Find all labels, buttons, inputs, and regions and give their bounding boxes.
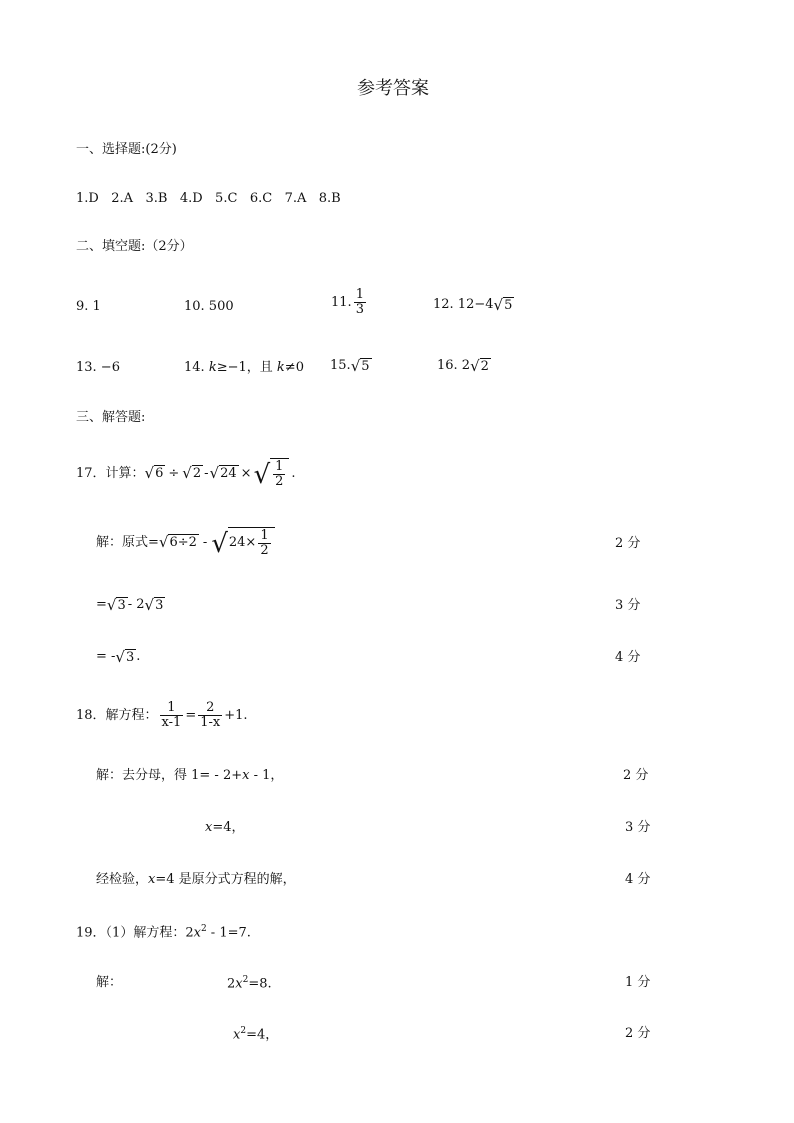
sqrt: √ 3 [115,647,135,666]
text: ≥−1，且 [216,360,277,375]
score-mark: 2 分 [625,1026,651,1041]
fraction [160,701,184,729]
var-k: k [208,360,217,375]
score-mark: 2 分 [623,768,649,783]
exponent: 2 [240,1026,247,1036]
q19-step-2 [233,1027,278,1041]
mc-answer: 3.B [145,191,168,206]
q19-problem [76,925,251,939]
text: =4， [246,1027,279,1043]
radicand: 5 [504,298,513,313]
text: =4 是原分式方程的解， [155,872,296,887]
sqrt: √ 3 [144,595,164,614]
var-x: x [205,820,213,835]
denominator: 2 [260,542,269,558]
q17-step-1 [96,527,275,560]
numerator: 2 [206,700,215,715]
section-heading-choice: 一、选择题:(2分) [76,142,177,157]
fill-answer-16 [437,358,491,374]
score-mark: 1 分 [625,975,651,990]
text: - 1=7. [206,925,251,941]
numerator: 1 [167,700,176,715]
q18-step-1 [96,769,283,782]
text: 经检验， [96,872,149,887]
text: 2 [227,976,236,992]
q19-step-label: 解： [96,975,123,990]
q18-problem [76,701,248,729]
exponent: 2 [200,924,207,934]
sqrt: √ 6÷2 [158,532,197,551]
denominator: 3 [355,301,364,317]
mc-answer: 2.A [111,191,134,206]
fraction [354,288,366,316]
fill-answer-11 [331,288,368,316]
fraction [198,701,222,729]
operator: × [240,465,252,481]
score-mark: 4 分 [625,872,651,887]
fill-answer-15 [330,358,372,374]
mc-answer: 1.D [76,191,99,206]
text: +1. [224,707,248,723]
numerator: 1 [260,528,269,543]
mc-answer: 7.A [284,191,307,206]
text: 解：原式= [96,534,159,550]
fraction [258,529,270,557]
fill-label: 14. [184,360,209,375]
radicand: 6÷2 [169,535,197,551]
var-x: x [193,925,201,941]
sqrt: √ $\frac{1}{2}$ [254,458,290,488]
fill-answer-9: 9. 1 [76,299,101,314]
operator: ÷ [168,465,180,481]
question-label: 18．解方程： [76,707,158,723]
text: =4， [212,820,245,835]
question-label: 19．（1）解方程：2 [76,925,194,941]
var-x: x [235,976,243,992]
score-mark: 2 分 [615,536,641,551]
sqrt: √ 5 [493,295,513,314]
sqrt: √ 3 [106,595,126,614]
text: . [291,465,296,481]
q17-problem [76,458,296,491]
mc-answer-row [76,192,341,205]
text: = [96,597,107,613]
sqrt: √ 6 [144,463,164,482]
denominator: 1-x [200,714,221,730]
sqrt: √ 24× $\frac{1}{2}$ [211,527,274,557]
mc-answer: 6.C [249,191,273,206]
sqrt: √ 2 [182,463,202,482]
score-mark: 3 分 [615,598,641,613]
fill-answer-12 [433,297,514,313]
radicand: 6 [155,466,164,482]
sqrt: √ 2 [470,356,489,375]
numerator: 1 [275,459,284,474]
denominator: x-1 [161,714,182,730]
operator: - [204,465,209,481]
operator: - [202,534,208,550]
radicand: 2 [192,466,202,482]
radicand: 3 [117,598,126,613]
fill-label: 16. 2 [437,358,471,374]
fill-answer-10: 10. 500 [184,299,234,314]
operator: = [185,707,197,723]
radicand: 2 [480,359,489,374]
q18-step-2 [205,821,245,834]
fill-answer-14 [184,361,304,374]
score-mark: 3 分 [625,820,651,835]
text: = - [96,649,116,665]
numerator: 1 [355,287,364,302]
q18-step-3 [96,873,296,886]
var-x: x [242,768,250,783]
mc-answer: 4.D [179,191,203,206]
fraction [273,460,285,488]
radicand: 24 [220,466,237,482]
text: 解：去分母，得 1= - 2+ [96,768,243,783]
exponent: 2 [242,975,249,985]
section-heading-solve: 三、解答题: [76,410,146,425]
text: . [136,649,141,665]
var-x: x [233,1027,241,1043]
fill-label: 11. [331,294,352,310]
q17-step-3 [96,649,140,665]
radicand: 24× [228,535,257,551]
fill-label: 15. [330,358,351,374]
radicand: 3 [155,598,164,613]
var-k: k [276,360,285,375]
radicand: 3 [125,650,135,665]
fill-label: 12. 12−4 [433,297,494,313]
section-heading-fill: 二、填空题:（2分） [76,239,193,254]
sqrt: √ 24 [209,463,237,482]
text: - 2 [127,597,145,613]
q19-step-1 [227,976,272,990]
q17-step-2 [96,597,165,613]
text: =8. [248,976,272,992]
fill-answer-13: 13. −6 [76,360,120,375]
score-mark: 4 分 [615,650,641,665]
var-x: x [148,872,156,887]
text: - 1， [249,768,284,783]
denominator: 2 [275,473,284,489]
mc-answer: 8.B [318,191,341,206]
sqrt: √ 5 [350,356,370,375]
page-title: 参考答案 [357,78,429,99]
text: ≠0 [284,360,304,375]
mc-answer: 5.C [215,191,238,206]
question-label: 17．计算： [76,465,145,481]
radicand: 5 [361,359,370,374]
